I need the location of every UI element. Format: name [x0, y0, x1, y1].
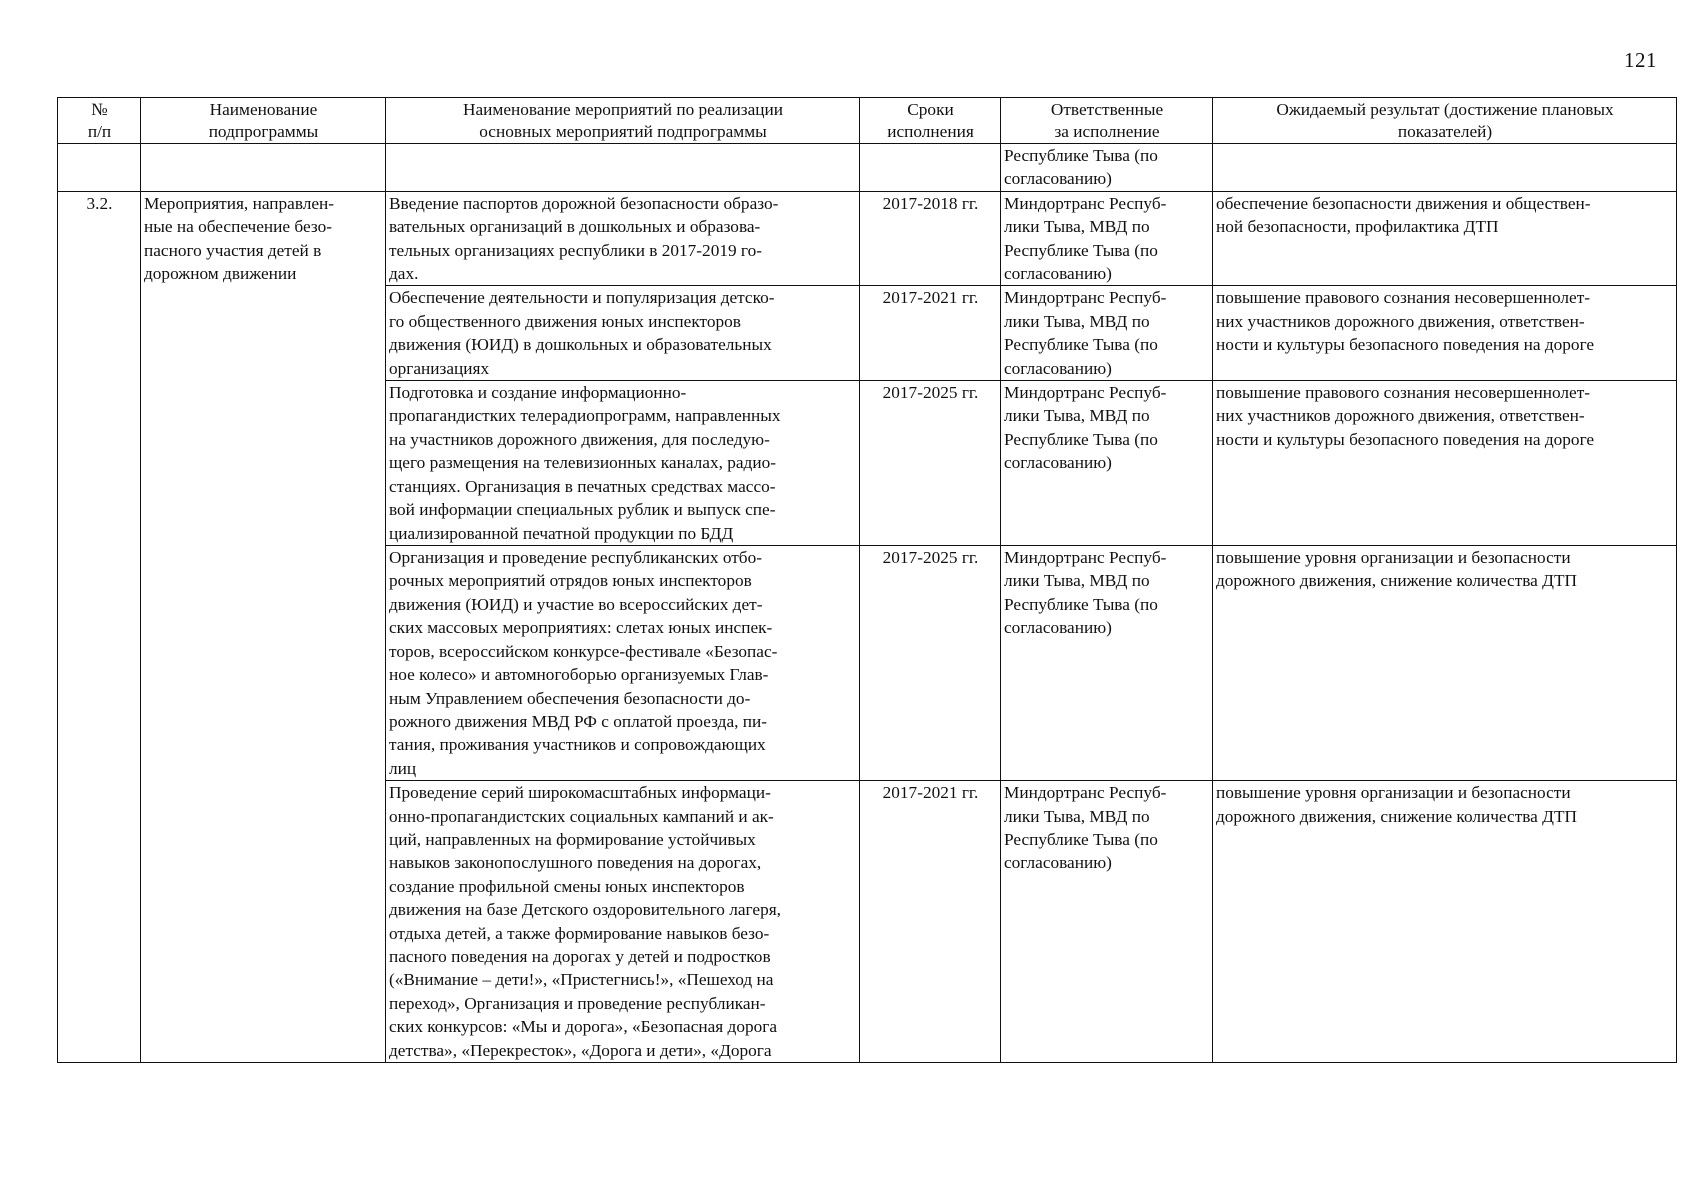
header-num: № п/п [58, 98, 141, 144]
cell-responsible: Миндортранс Респуб- лики Тыва, МВД по Республике Тыва (по согласованию) [1001, 286, 1213, 381]
measures-table [57, 97, 1677, 1063]
table-row [58, 191, 1677, 286]
cell-result: повышение уровня организации и безопасности дорожного движения, снижение количества ДТП [1213, 781, 1677, 1063]
cell-measure: Обеспечение деятельности и популяризация детско- го общественного движения юных инспекторов движения (ЮИД) в дошкольных и образовательных организациях [386, 286, 860, 381]
cell-result: повышение правового сознания несовершеннолет- них участников дорожного движения, ответствен- ности и культуры безопасного поведения на дороге [1213, 381, 1677, 546]
cell-term: 2017-2025 гг. [860, 381, 1001, 546]
table-header-row [58, 98, 1677, 144]
cell-term: 2017-2021 гг. [860, 286, 1001, 381]
cell-responsible: Миндортранс Респуб- лики Тыва, МВД по Республике Тыва (по согласованию) [1001, 781, 1213, 1063]
cell-responsible: Миндортранс Респуб- лики Тыва, МВД по Республике Тыва (по согласованию) [1001, 381, 1213, 546]
cell-result-empty [1213, 144, 1677, 192]
cell-num-empty [58, 144, 141, 192]
header-responsible: Ответственные за исполнение [1001, 98, 1213, 144]
cell-term: 2017-2025 гг. [860, 546, 1001, 781]
cell-measure-empty [386, 144, 860, 192]
page-number: 121 [1624, 48, 1657, 72]
cell-measure: Организация и проведение республиканских отбо- рочных мероприятий отрядов юных инспекторов движения (ЮИД) и участие во всероссийских дет- ских массовых мероприятиях: слетах юных инспек- торов, всероссийском конкурсе-фестивале «Безопас- ное колесо» и автомногоборью организуемых Глав- ным Управлением обеспечения безопасности до- рожного движения МВД РФ с оплатой проезда, пи- тания, проживания участников и сопровождающих лиц [386, 546, 860, 781]
header-measures: Наименование мероприятий по реализации основных мероприятий подпрограммы [386, 98, 860, 144]
cell-responsible: Миндортранс Респуб- лики Тыва, МВД по Республике Тыва (по согласованию) [1001, 546, 1213, 781]
cell-term-empty [860, 144, 1001, 192]
cell-measure: Проведение серий широкомасштабных информаци- онно-пропагандистских социальных кампаний и ак- ций, направленных на формирование устойчивых навыков законопослушного поведения на дорогах, создание профильной смены юных инспекторов движения на базе Детского оздоровительного лагеря, отдыха детей, а также формирование навыков безо- пасного поведения на дорогах у детей и подростков («Внимание – дети!», «Пристегнись!», «Пешеход на переход», Организация и проведение республикан- ских конкурсов: «Мы и дорога», «Безопасная дорога детства», «Перекресток», «Дорога и дети», «Дорога [386, 781, 860, 1063]
cell-measure: Подготовка и создание информационно- пропагандистких телерадиопрограмм, направленных на участников дорожного движения, для последую- щего размещения на телевизионных каналах, радио- станциях. Организация в печатных средствах массо- вой информации специальных рублик и выпуск спе- циализированной печатной продукции по БДД [386, 381, 860, 546]
cell-term: 2017-2021 гг. [860, 781, 1001, 1063]
cell-result: обеспечение безопасности движения и обществен- ной безопасности, профилактика ДТП [1213, 191, 1677, 286]
table-row-continuation [58, 144, 1677, 192]
cell-measure: Введение паспортов дорожной безопасности образо- вательных организаций в дошкольных и образова- тельных организациях республики в 2017-2019 го- дах. [386, 191, 860, 286]
cell-result: повышение уровня организации и безопасности дорожного движения, снижение количества ДТП [1213, 546, 1677, 781]
cell-subprogram-empty [141, 144, 386, 192]
cell-term: 2017-2018 гг. [860, 191, 1001, 286]
header-terms: Сроки исполнения [860, 98, 1001, 144]
cell-section-num: 3.2. [58, 191, 141, 1062]
cell-section-subprogram: Мероприятия, направлен- ные на обеспечение безо- пасного участия детей в дорожном движении [141, 191, 386, 1062]
header-result: Ожидаемый результат (достижение плановых показателей) [1213, 98, 1677, 144]
cell-responsible: Республике Тыва (по согласованию) [1001, 144, 1213, 192]
header-subprogram: Наименование подпрограммы [141, 98, 386, 144]
cell-result: повышение правового сознания несовершеннолет- них участников дорожного движения, ответствен- ности и культуры безопасного поведения на дороге [1213, 286, 1677, 381]
cell-responsible: Миндортранс Респуб- лики Тыва, МВД по Республике Тыва (по согласованию) [1001, 191, 1213, 286]
